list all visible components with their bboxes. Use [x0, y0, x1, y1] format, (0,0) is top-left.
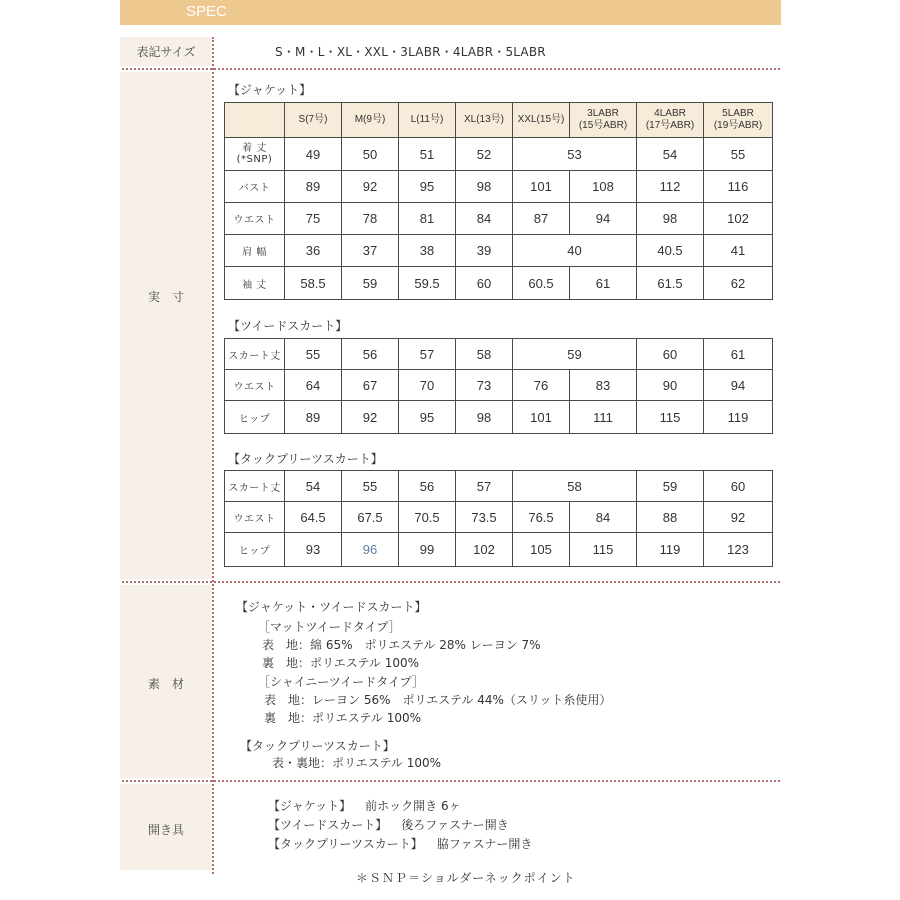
cell: 61 — [704, 339, 773, 370]
tweed-section-title: 【ツイードスカート】 — [228, 319, 348, 333]
cell: 94 — [704, 370, 773, 401]
cell: 59 — [637, 471, 704, 502]
cell: 40.5 — [637, 235, 704, 267]
row-label: バスト — [225, 171, 285, 203]
cell: 81 — [399, 203, 456, 235]
row-label: ヒップ — [225, 533, 285, 567]
cell: 58 — [513, 471, 637, 502]
cell: 52 — [456, 138, 513, 171]
cell: 92 — [342, 171, 399, 203]
cell: 59 — [513, 339, 637, 370]
cell: 70.5 — [399, 502, 456, 533]
cell: 115 — [570, 533, 637, 567]
closure-item-name: 【ジャケット】 — [268, 799, 352, 813]
row-label: 袖 丈 — [225, 267, 285, 300]
cell: 112 — [637, 171, 704, 203]
row-label: ウエスト — [225, 502, 285, 533]
cell: 87 — [513, 203, 570, 235]
cell: 40 — [513, 235, 637, 267]
cell: 54 — [637, 138, 704, 171]
row-label: スカート丈 — [225, 471, 285, 502]
header-cell: M(9号) — [342, 103, 399, 138]
material-group-title: 【タックプリーツスカート】 — [240, 739, 395, 753]
cell: 95 — [399, 171, 456, 203]
header-blank — [225, 103, 285, 138]
cell: 49 — [285, 138, 342, 171]
cell: 60.5 — [513, 267, 570, 300]
cell: 76.5 — [513, 502, 570, 533]
cell: 57 — [456, 471, 513, 502]
cell: 83 — [570, 370, 637, 401]
jacket-section-title: 【ジャケット】 — [228, 83, 312, 97]
closure-item-value: 前ホック開き 6ヶ — [365, 799, 461, 813]
cell: 84 — [456, 203, 513, 235]
table-row — [225, 203, 773, 235]
tweed-skirt-table — [224, 338, 773, 434]
jacket-size-table — [224, 102, 773, 300]
size-label: 表記サイズ — [136, 45, 196, 59]
cell: 60 — [637, 339, 704, 370]
cell: 53 — [513, 138, 637, 171]
cell: 67 — [342, 370, 399, 401]
cell: 92 — [704, 502, 773, 533]
table-row — [225, 267, 773, 300]
cell: 96 — [342, 533, 399, 567]
cell: 54 — [285, 471, 342, 502]
material-label: 素 材 — [147, 677, 184, 691]
cell: 58.5 — [285, 267, 342, 300]
header-cell: 5LABR (19号ABR) — [704, 103, 773, 138]
cell: 119 — [704, 401, 773, 434]
cell: 59.5 — [399, 267, 456, 300]
tuck-skirt-table — [224, 470, 773, 567]
cell: 67.5 — [342, 502, 399, 533]
table-header-row — [225, 103, 773, 138]
cell: 115 — [637, 401, 704, 434]
table-row — [225, 171, 773, 203]
row-divider — [122, 780, 780, 782]
material-line: 表 地：綿 65% ポリエステル 28% レーヨン 7% — [262, 638, 541, 652]
cell: 51 — [399, 138, 456, 171]
cell: 89 — [285, 171, 342, 203]
closure-label: 開き具 — [147, 823, 184, 837]
cell: 102 — [456, 533, 513, 567]
cell: 93 — [285, 533, 342, 567]
header-cell: 3LABR (15号ABR) — [570, 103, 637, 138]
material-type-title: ［マットツイードタイプ］ — [258, 620, 401, 634]
cell: 60 — [704, 471, 773, 502]
cell: 75 — [285, 203, 342, 235]
cell: 36 — [285, 235, 342, 267]
row-divider — [122, 68, 780, 70]
row-label: ウエスト — [225, 370, 285, 401]
cell: 61 — [570, 267, 637, 300]
cell: 37 — [342, 235, 399, 267]
cell: 78 — [342, 203, 399, 235]
cell: 73.5 — [456, 502, 513, 533]
closure-item — [268, 816, 509, 833]
cell: 95 — [399, 401, 456, 434]
cell: 59 — [342, 267, 399, 300]
header-cell: XL(13号) — [456, 103, 513, 138]
cell: 57 — [399, 339, 456, 370]
cell: 55 — [704, 138, 773, 171]
cell: 111 — [570, 401, 637, 434]
table-row — [225, 370, 773, 401]
cell: 73 — [456, 370, 513, 401]
cell: 92 — [342, 401, 399, 434]
cell: 56 — [342, 339, 399, 370]
cell: 102 — [704, 203, 773, 235]
cell: 61.5 — [637, 267, 704, 300]
cell: 94 — [570, 203, 637, 235]
cell: 38 — [399, 235, 456, 267]
cell: 108 — [570, 171, 637, 203]
closure-item-name: 【タックプリーツスカート】 — [268, 837, 423, 851]
material-line: 表・裏地：ポリエステル 100% — [272, 756, 442, 770]
cell: 64.5 — [285, 502, 342, 533]
table-row — [225, 471, 773, 502]
measure-label-cell — [120, 72, 212, 579]
table-row — [225, 138, 773, 171]
row-label: ウエスト — [225, 203, 285, 235]
cell: 62 — [704, 267, 773, 300]
closure-item — [268, 797, 461, 814]
material-line: 表 地：レーヨン 56% ポリエステル 44%（スリット糸使用） — [264, 693, 612, 707]
cell: 90 — [637, 370, 704, 401]
table-row — [225, 533, 773, 567]
tuck-section-title: 【タックプリーツスカート】 — [228, 452, 383, 466]
cell: 39 — [456, 235, 513, 267]
row-divider — [122, 581, 780, 583]
cell: 101 — [513, 171, 570, 203]
table-row — [225, 502, 773, 533]
cell: 88 — [637, 502, 704, 533]
cell: 99 — [399, 533, 456, 567]
closure-item — [268, 835, 532, 852]
row-label: スカート丈 — [225, 339, 285, 370]
cell: 119 — [637, 533, 704, 567]
cell: 60 — [456, 267, 513, 300]
closure-item-value: 脇ファスナー開き — [436, 837, 533, 851]
cell: 98 — [456, 401, 513, 434]
cell: 56 — [399, 471, 456, 502]
cell: 98 — [637, 203, 704, 235]
cell: 58 — [456, 339, 513, 370]
row-label: 肩 幅 — [225, 235, 285, 267]
material-type-title: ［シャイニーツイードタイプ］ — [258, 675, 424, 689]
material-group-title: 【ジャケット・ツイードスカート】 — [236, 600, 427, 614]
cell: 89 — [285, 401, 342, 434]
cell: 64 — [285, 370, 342, 401]
table-row — [225, 235, 773, 267]
cell: 55 — [342, 471, 399, 502]
row-label: ヒップ — [225, 401, 285, 434]
cell: 55 — [285, 339, 342, 370]
closure-item-value: 後ろファスナー開き — [401, 818, 509, 832]
size-list: S・M・L・XL・XXL・3LABR・4LABR・5LABR — [275, 45, 546, 59]
cell: 50 — [342, 138, 399, 171]
material-line: 裏 地：ポリエステル 100% — [264, 711, 422, 725]
header-cell: L(11号) — [399, 103, 456, 138]
cell: 101 — [513, 401, 570, 434]
spec-title: SPEC — [186, 3, 227, 20]
cell: 70 — [399, 370, 456, 401]
table-row — [225, 401, 773, 434]
cell: 84 — [570, 502, 637, 533]
measure-label: 実 寸 — [147, 290, 184, 304]
cell: 98 — [456, 171, 513, 203]
header-cell: XXL(15号) — [513, 103, 570, 138]
vertical-divider — [212, 37, 214, 874]
footnote: ＊ＳＮＰ＝ショルダーネックポイント — [356, 871, 576, 885]
cell: 116 — [704, 171, 773, 203]
cell: 41 — [704, 235, 773, 267]
cell: 123 — [704, 533, 773, 567]
cell: 76 — [513, 370, 570, 401]
header-cell: S(7号) — [285, 103, 342, 138]
material-line: 裏 地：ポリエステル 100% — [262, 656, 420, 670]
row-label: 着 丈 (*SNP) — [225, 138, 285, 171]
closure-item-name: 【ツイードスカート】 — [268, 818, 388, 832]
header-cell: 4LABR (17号ABR) — [637, 103, 704, 138]
table-row — [225, 339, 773, 370]
cell: 105 — [513, 533, 570, 567]
